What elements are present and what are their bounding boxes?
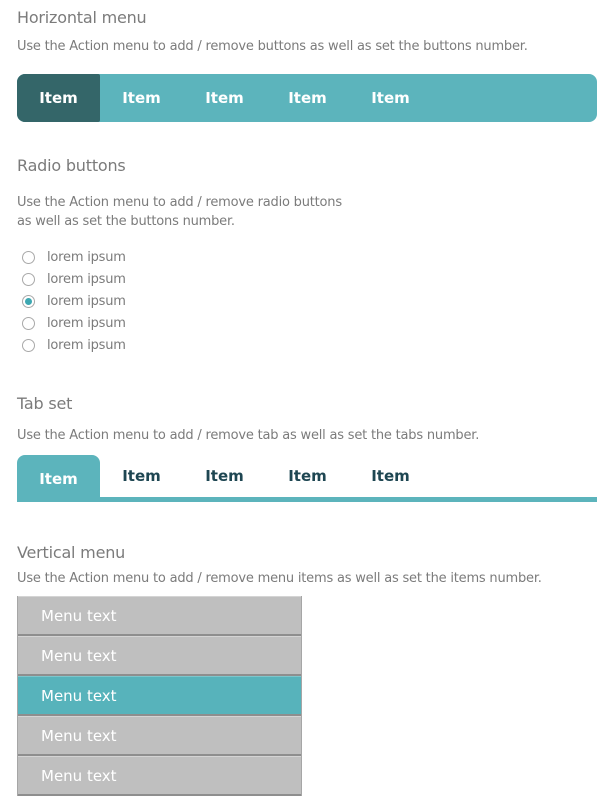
radio-option[interactable]: [22, 312, 126, 334]
radio-description-line2: as well as set the buttons number.: [17, 214, 235, 229]
section-title-radio-buttons: Radio buttons: [17, 156, 126, 175]
radio-option-label: lorem ipsum: [47, 337, 126, 353]
horizontal-menu-item[interactable]: Item: [288, 89, 327, 107]
radio-option-selected[interactable]: [22, 290, 126, 312]
radio-description-line1: Use the Action menu to add / remove radio buttons: [17, 195, 342, 210]
tab-underline: [17, 497, 597, 502]
radio-group: [22, 246, 126, 356]
tab[interactable]: Item: [122, 467, 161, 485]
radio-option[interactable]: [22, 268, 126, 290]
radio-option-label: lorem ipsum: [47, 249, 126, 265]
radio-option-label: lorem ipsum: [47, 271, 126, 287]
section-description-radio-buttons: [17, 193, 342, 231]
horizontal-menu-item[interactable]: Item: [122, 89, 161, 107]
section-title-vertical-menu: Vertical menu: [17, 543, 126, 562]
radio-option[interactable]: [22, 334, 126, 356]
vertical-menu-item[interactable]: Menu text: [18, 596, 301, 636]
radio-option-label: lorem ipsum: [47, 293, 126, 309]
radio-option[interactable]: [22, 246, 126, 268]
section-title-tab-set: Tab set: [17, 394, 73, 413]
radio-button-icon[interactable]: [22, 339, 35, 352]
horizontal-menu-item[interactable]: Item: [371, 89, 410, 107]
radio-button-selected-icon[interactable]: [22, 295, 35, 308]
section-description-horizontal-menu: Use the Action menu to add / remove buttons as well as set the buttons number.: [17, 39, 528, 54]
horizontal-menu-bar: [17, 74, 597, 122]
vertical-menu-item-active[interactable]: Menu text: [18, 676, 301, 716]
horizontal-menu-item[interactable]: Item: [205, 89, 244, 107]
vertical-menu-item[interactable]: Menu text: [18, 636, 301, 676]
tab[interactable]: Item: [288, 467, 327, 485]
section-title-horizontal-menu: Horizontal menu: [17, 8, 147, 27]
tab-bar: [17, 455, 597, 497]
horizontal-menu-item[interactable]: Item: [17, 74, 100, 122]
section-description-tab-set: Use the Action menu to add / remove tab as well as set the tabs number.: [17, 428, 480, 443]
tab[interactable]: Item: [371, 467, 410, 485]
tab-active[interactable]: Item: [17, 455, 100, 502]
tab[interactable]: Item: [205, 467, 244, 485]
section-description-vertical-menu: Use the Action menu to add / remove menu items as well as set the items number.: [17, 571, 542, 586]
radio-button-icon[interactable]: [22, 317, 35, 330]
vertical-menu: [17, 596, 302, 796]
radio-button-icon[interactable]: [22, 273, 35, 286]
radio-option-label: lorem ipsum: [47, 315, 126, 331]
radio-button-icon[interactable]: [22, 251, 35, 264]
vertical-menu-item[interactable]: Menu text: [18, 716, 301, 756]
vertical-menu-item[interactable]: Menu text: [18, 756, 301, 796]
